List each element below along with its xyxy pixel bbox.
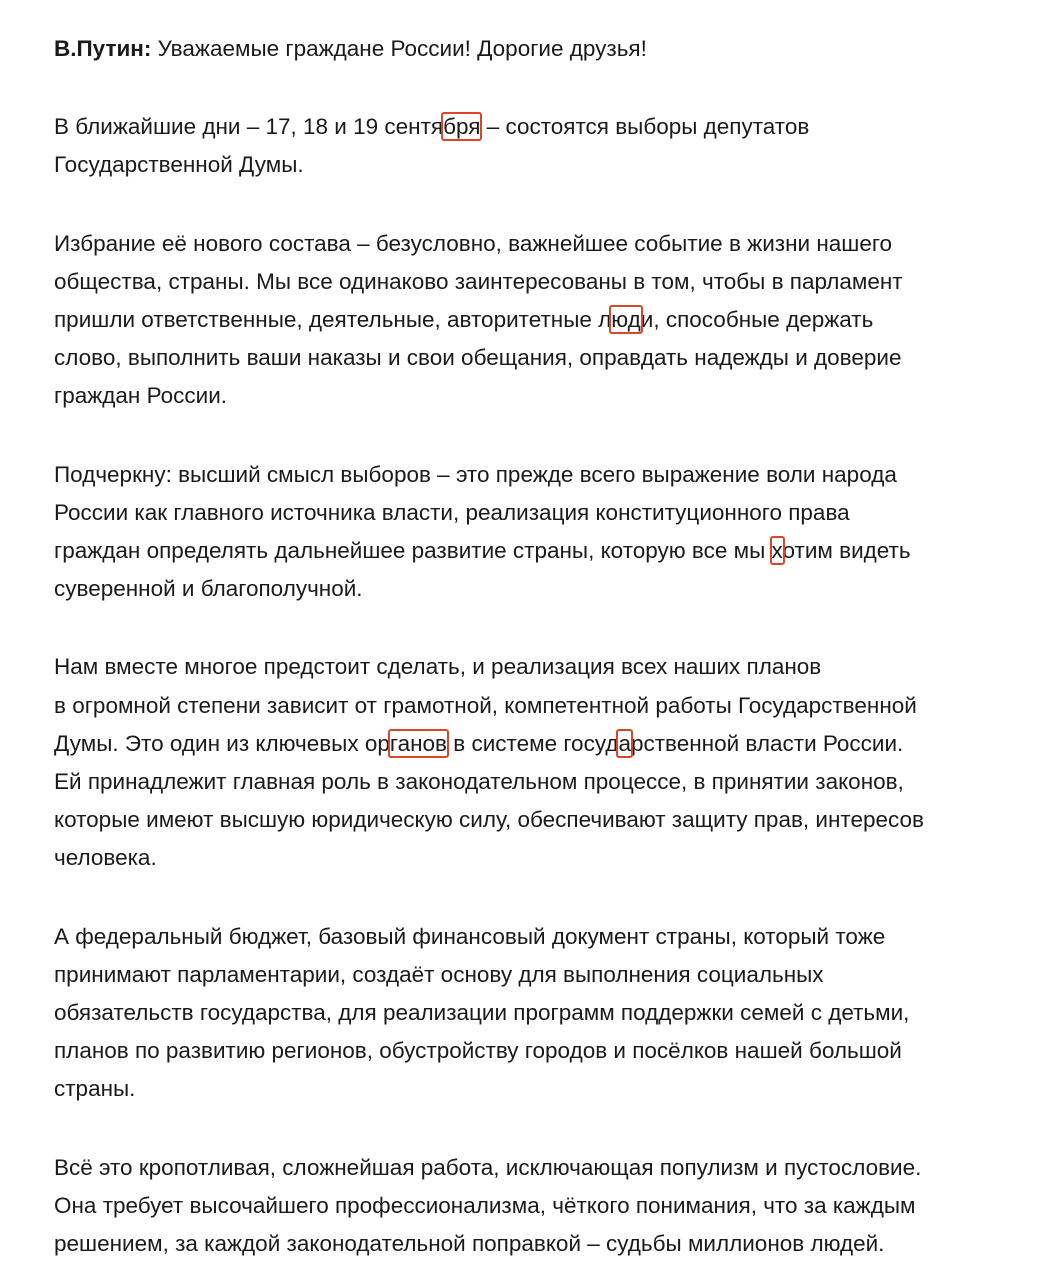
text-line: России как главного источника власти, реализация конституционного права: [54, 499, 850, 525]
highlight-box: юд: [611, 307, 641, 333]
text-line: обязательств государства, для реализации программ поддержки семей с детьми,: [54, 1000, 910, 1026]
text-line: Подчеркну: высший смысл выборов – это прежде всего выражение воли народа: [54, 461, 897, 487]
paragraph-1: [54, 108, 1004, 184]
text-line: [54, 532, 1004, 570]
text-line: [54, 108, 1004, 146]
text-segment: рственной власти России.: [630, 730, 904, 756]
text-line: общества, страны. Мы все одинаково заинтересованы в том, чтобы в парламент: [54, 268, 903, 294]
text-line: Она требует высочайшего профессионализма, чёткого понимания, что за каждым: [54, 1192, 916, 1218]
greeting-text: Уважаемые граждане России! Дорогие друзья!: [151, 36, 647, 61]
paragraph-5: [54, 918, 1004, 1109]
text-segment: и, способные держать: [640, 307, 874, 333]
text-line: [54, 301, 1004, 339]
text-line: Ей принадлежит главная роль в законодательном процессе, в принятии законов,: [54, 769, 904, 795]
text-line: [54, 725, 1004, 763]
text-line: в огромной степени зависит от грамотной, компетентной работы Государственной: [54, 692, 917, 718]
paragraph-3: [54, 456, 1004, 609]
text-segment: – состоятся выборы депутатов: [480, 114, 810, 140]
text-segment: в системе госуд: [447, 730, 619, 756]
text-line: решением, за каждой законодательной поправкой – судьбы миллионов людей.: [54, 1231, 885, 1257]
text-line: Государственной Думы.: [54, 152, 304, 178]
paragraph-4: [54, 648, 1004, 877]
text-line: слово, выполнить ваши наказы и свои обещания, оправдать надежды и доверие: [54, 345, 902, 371]
highlight-box: ганов: [389, 730, 448, 756]
text-line: Нам вместе многое предстоит сделать, и реализация всех наших планов: [54, 654, 822, 680]
paragraph-greeting: [54, 30, 1004, 68]
text-line: принимают парламентарии, создаёт основу для выполнения социальных: [54, 961, 824, 987]
text-line: человека.: [54, 845, 157, 871]
text-line: Всё это кропотливая, сложнейшая работа, исключающая популизм и пустословие.: [54, 1154, 922, 1180]
text-segment: Думы. Это один из ключевых ор: [54, 730, 390, 756]
text-segment: пришли ответственные, деятельные, авторитетные л: [54, 307, 612, 333]
paragraph-6: [54, 1149, 1004, 1264]
highlight-box: бря: [443, 114, 481, 140]
text-line: Избрание её нового состава – безусловно, важнейшее событие в жизни нашего: [54, 230, 893, 256]
text-line: граждан России.: [54, 383, 228, 409]
text-line: планов по развитию регионов, обустройству городов и посёлков нашей большой: [54, 1038, 902, 1064]
text-segment: отим видеть: [782, 538, 911, 564]
speaker-name: В.Путин:: [54, 36, 152, 61]
text-line: [54, 30, 1004, 68]
highlight-box: х: [771, 538, 783, 564]
article-body: [54, 30, 1004, 1263]
highlight-box: а: [618, 730, 631, 756]
text-segment: граждан определять дальнейшее развитие страны, которую все мы: [54, 538, 772, 564]
text-segment: В ближайшие дни – 17, 18 и 19 сентя: [54, 114, 444, 140]
text-line: суверенной и благополучной.: [54, 576, 363, 602]
text-line: А федеральный бюджет, базовый финансовый документ страны, который тоже: [54, 923, 886, 949]
paragraph-2: [54, 225, 1004, 416]
text-line: которые имеют высшую юридическую силу, обеспечивают защиту прав, интересов: [54, 807, 924, 833]
text-line: страны.: [54, 1076, 136, 1102]
